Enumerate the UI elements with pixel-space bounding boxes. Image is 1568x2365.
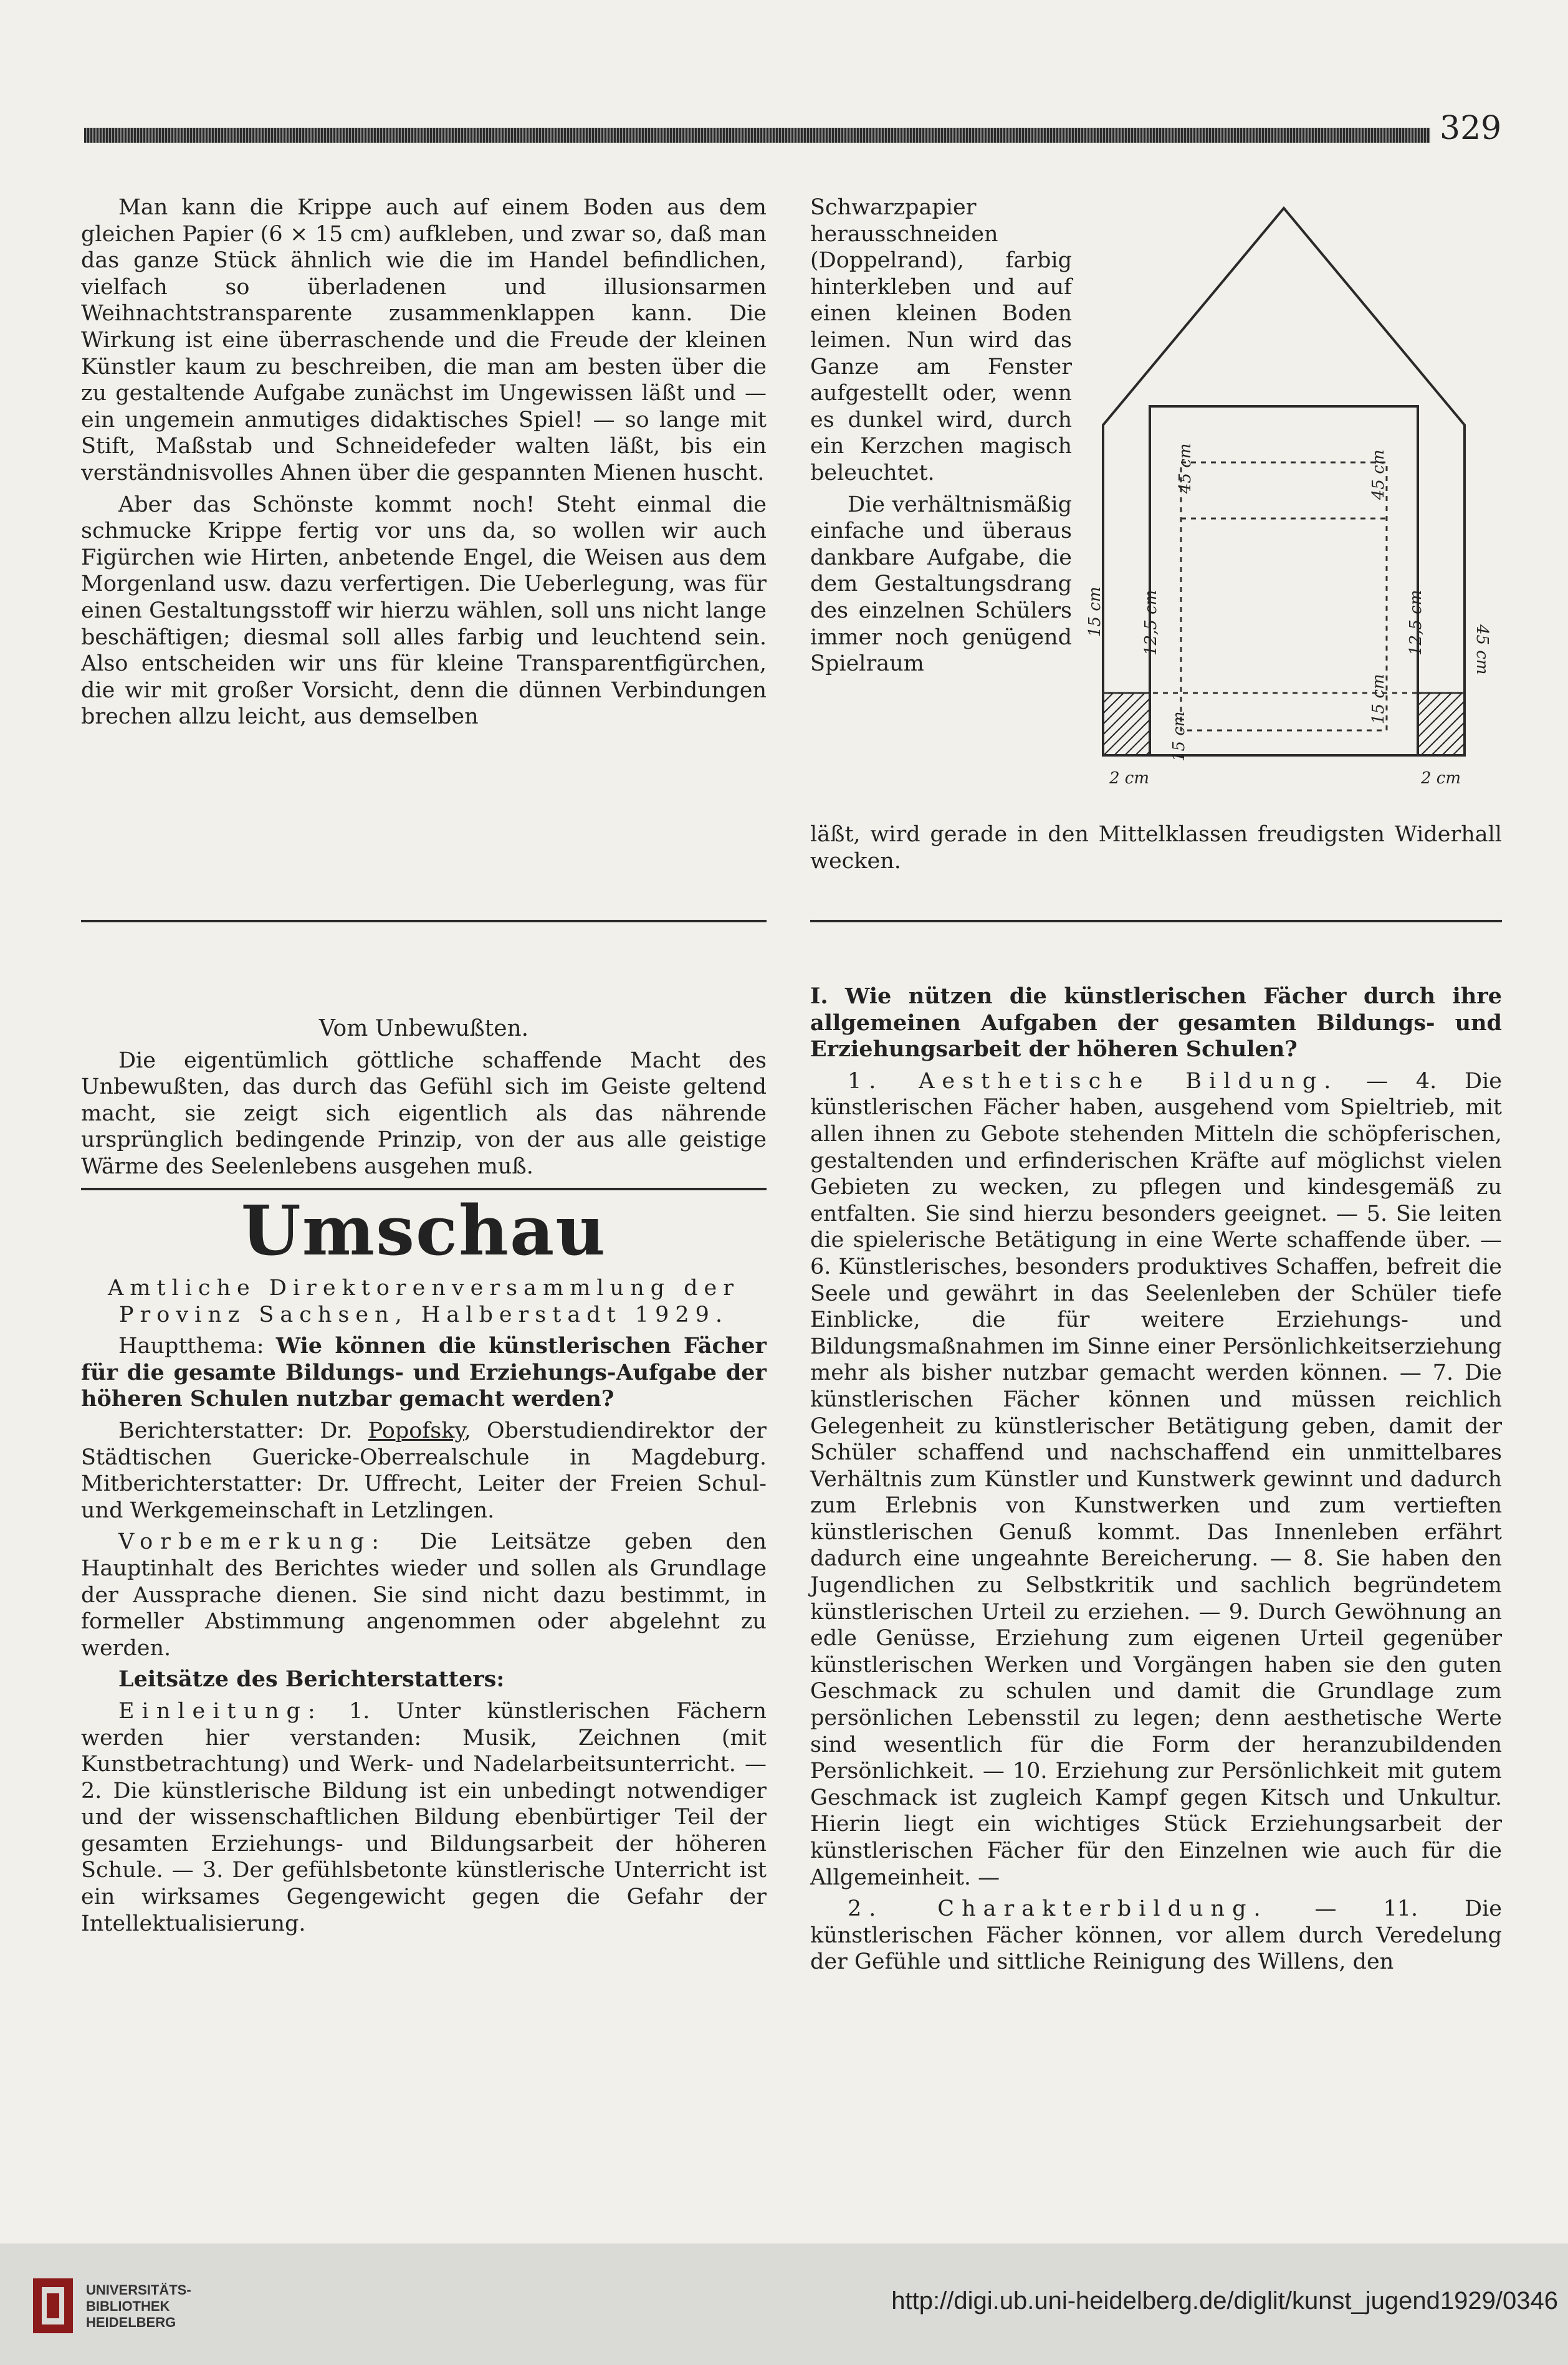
- question-heading: I. Wie nützen die künstlerischen Fächer durch ihre allgemeinen Aufgaben der gesamten Bildungs- und Erziehungsarbeit der höheren Schulen?: [810, 983, 1502, 1063]
- diagram-label: 45 cm: [1176, 443, 1195, 494]
- diagram-label: 15 cm: [1170, 711, 1188, 762]
- reporters: [81, 1418, 767, 1524]
- section-divider: [810, 920, 1502, 922]
- right-column-leitsaetze: [810, 983, 1502, 1976]
- section-divider: [81, 920, 767, 922]
- paragraph: Die verhältnismäßig einfache und überaus dankbare Aufgabe, die dem Gestaltungsdrang des einzelnen Schülers immer noch genügend Spielraum: [810, 492, 1072, 677]
- report-subtitle: Amtliche Direktorenversammlung der Provinz Sachsen, Halberstadt 1929.: [107, 1276, 740, 1327]
- diagram-label: 12,5 cm: [1142, 590, 1160, 656]
- diagram-label: 2 cm: [1109, 769, 1150, 788]
- reporter-name: Popofsky: [368, 1418, 464, 1443]
- main-theme: [81, 1333, 767, 1413]
- university-library-logo: [28, 2275, 78, 2337]
- outer-outline: [1103, 208, 1465, 755]
- source-url-link[interactable]: http://digi.ub.uni-heidelberg.de/diglit/kunst_jugend1929/0346: [891, 2287, 1558, 2315]
- preliminary-text: Die Leitsätze geben den Hauptinhalt des Berichtes wieder und sollen als Grundlage der Aussprache dienen. Sie sind nicht dazu bestimmt, in formeller Abstimmung angenommen oder abgelehnt zu werden.: [81, 1529, 767, 1661]
- left-column-top-article: [81, 194, 767, 730]
- right-column-continuation: [810, 821, 1502, 874]
- section-label: 2. Charakterbildung.: [848, 1896, 1268, 1922]
- library-name-line: UNIVERSITÄTS-: [86, 2282, 191, 2298]
- library-name-line: BIBLIOTHEK: [86, 2298, 170, 2314]
- preliminary-note: [81, 1529, 767, 1661]
- library-name: [86, 2282, 273, 2331]
- hatched-glue-flap-left: [1103, 693, 1150, 755]
- section-label: 1. Aesthetische Bildung.: [848, 1068, 1339, 1094]
- aesthetic-education: [810, 1068, 1502, 1891]
- left-column-umschau-report: [81, 1275, 767, 1937]
- hatched-glue-flap-right: [1418, 693, 1465, 755]
- character-education: [810, 1896, 1502, 1976]
- crib-template-diagram: [1086, 201, 1502, 811]
- paragraph: Aber das Schönste kommt noch! Steht einmal die schmucke Krippe fertig vor uns da, so wollen wir auch Figürchen wie Hirten, anbetende Engel, die Weisen aus dem Morgenland usw. dazu verfertigen. Die Ueberlegung, was für einen Gestaltungsstoff wir hierzu wählen, soll uns nicht lange beschäftigen; diesmal soll alles farbig und leuchtend sein. Also entscheiden wir uns für kleine Transparentfigürchen, die wir mit großer Vorsicht, denn die dünnen Verbindungen brechen allzu leicht, aus demselben: [81, 492, 767, 730]
- reporter-text: , Oberstudiendirektor der Städtischen Guericke-Oberrealschule in Magdeburg. Mitberichterstatter: Dr. Uffrecht, Leiter der Freien Schul- und Werkgemeinschaft in Letzlingen.: [81, 1418, 767, 1523]
- paragraph: Man kann die Krippe auch auf einem Boden aus dem gleichen Papier (6 × 15 cm) aufkleben, und zwar so, daß man das ganze Stück ähnlich wie die im Handel befindlichen, vielfach so überladenen und illusionsarmen Weihnachtstransparente zusammenklappen kann. Die Wirkung ist eine überraschende und die Freude der kleinen Künstler kaum zu beschreiben, die man am besten über die zu gestaltende Aufgabe zunächst im Ungewissen läßt und — ein ungemein anmutiges didaktisches Spiel! — so lange mit Stift, Maßstab und Schneidefeder walten läßt, bis ein verständnisvolles Ahnen über die gespannten Mienen huscht.: [81, 195, 767, 485]
- library-name-line: HEIDELBERG: [86, 2315, 176, 2330]
- main-theme-label: Hauptthema:: [118, 1334, 276, 1359]
- main-theme-text: Wie können die künstlerischen Fächer für die gesamte Bildungs- und Erziehungs-Aufgabe der höheren Schulen nutzbar gemacht werden?: [81, 1333, 767, 1412]
- diagram-label: 45 cm: [1473, 624, 1491, 675]
- left-column-vom-unbewussten: [81, 1016, 767, 1180]
- paragraph: Die eigentümlich göttliche schaffende Macht des Unbewußten, das durch das Gefühl sich im Geiste geltend macht, sie zeigt sich eigentlich als das nährende ursprünglich bedingende Prinzip, von der aus alle geistige Wärme des Seelenlebens ausgehen muß.: [81, 1048, 767, 1179]
- section-heading: Vom Unbewußten.: [318, 1016, 529, 1041]
- paragraph: läßt, wird gerade in den Mittelklassen freudigsten Widerhall wecken.: [810, 822, 1502, 874]
- introduction-label: Einleitung:: [118, 1698, 323, 1724]
- right-column-narrow-text: [810, 194, 1072, 677]
- introduction-text: 1. Unter künstlerischen Fächern werden hier verstanden: Musik, Zeichnen (mit Kunstbetrachtung) und Werk- und Nadelarbeitsunterricht. — 2. Die künstlerische Bildung ist ein unbedingt notwendiger und der wissenschaftlichen Bildung ebenbürtiger Teil der gesamten Erziehungs- und Bildungsarbeit der höheren Schule. — 3. Der gefühlsbetonte künstlerische Unterricht ist ein wirksames Gegengewicht gegen die Gefahr der Intellektualisierung.: [81, 1698, 767, 1936]
- section-text: — 4. Die künstlerischen Fächer haben, ausgehend vom Spieltrieb, mit allen ihnen zu Gebote stehenden Mitteln die schöpferischen, gestaltenden und erfinderischen Kräfte auf möglichst vielen Gebieten zu wecken, zu pflegen und kindesgemäß zu entfalten. Sie sind hierzu besonders geeignet. — 5. Sie leiten die spielerische Betätigung in eine Werte schaffende über. — 6. Künstlerisches, besonders produktives Schaffen, befreit die Seele und gewährt in das Seelenleben der Schüler tiefe Einblicke, die für weitere Erziehungs- und Bildungsmaßnahmen im Sinne einer Persönlichkeitserziehung mehr als bisher nutzbar gemacht werden können. — 7. Die künstlerischen Fächer können und müssen reichlich Gelegenheit zu künstlerischer Betätigung geben, damit der Schüler schaffend und nachschaffend ein unmittelbares Verhältnis zum Künstler und Kunstwerk gewinnt und dadurch zum Erlebnis von Kunstwerken und zum vertieften künstlerischen Genuß kommt. Das Innenleben erfährt dadurch eine ungeahnte Bereicherung. — 8. Sie haben den Jugendlichen zu Selbstkritik und sachlich begründetem künstlerischen Urteil zu erziehen. — 9. Durch Gewöhnung an edle Genüsse, Erziehung zum eigenen Urteil gegenüber künstlerischen Werken und Vorgängen haben sie den guten Geschmack zu schulen und damit die Grundlage zum persönlichen Lebensstil zu legen; denn aesthetische Werte sind wesentlich für die Form der heranzubildenden Persönlichkeit. — 10. Erziehung zur Persönlichkeit mit gutem Geschmack ist zugleich Kampf gegen Kitsch und Unkultur. Hierin liegt ein wichtiges Stück Erziehungsarbeit der künstlerischen Fächer für den Einzelnen wie auch für die Allgemeinheit. —: [810, 1068, 1502, 1890]
- paragraph: Schwarzpapier herausschneiden (Doppelrand), farbig hinterkleben und auf einen kleinen Boden leimen. Nun wird das Ganze am Fenster aufgestellt oder, wenn es dunkel wird, durch ein Kerzchen magisch beleuchtet.: [810, 195, 1072, 485]
- diagram-label: 15 cm: [1369, 674, 1388, 724]
- diagram-label: 2 cm: [1421, 769, 1461, 788]
- introduction: [81, 1698, 767, 1937]
- diagram-label: 15 cm: [1086, 586, 1104, 637]
- umschau-title: Umschau: [241, 1190, 607, 1271]
- inner-dashed-frame: [1181, 462, 1387, 730]
- diagram-label: 45 cm: [1369, 449, 1388, 500]
- preliminary-label: Vorbemerkung:: [118, 1529, 387, 1555]
- reporter-text: Berichterstatter: Dr.: [118, 1418, 368, 1443]
- leitsaetze-heading: Leitsätze des Berichterstatters:: [118, 1666, 505, 1693]
- header-rule: [84, 128, 1430, 143]
- page-number: 329: [1440, 110, 1502, 147]
- diagram-label: 12,5 cm: [1407, 590, 1425, 656]
- section-text: — 11. Die künstlerischen Fächer können, vor allem durch Veredelung der Gefühle und sittliche Reinigung des Willens, den: [810, 1896, 1502, 1975]
